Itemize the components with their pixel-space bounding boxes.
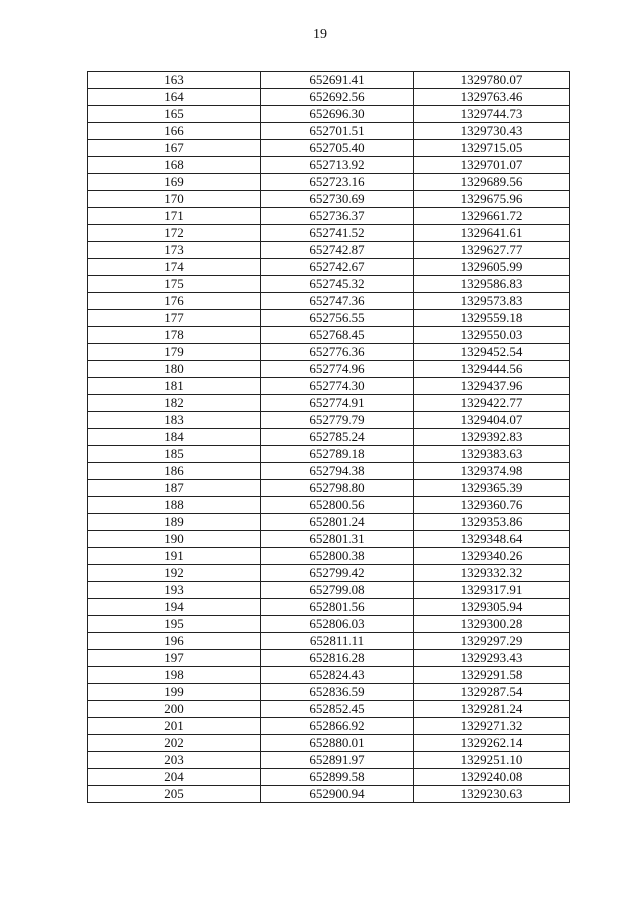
- x-coordinate-cell: 652811.11: [261, 633, 414, 650]
- point-number-cell: 205: [88, 786, 261, 803]
- point-number-cell: 175: [88, 276, 261, 293]
- x-coordinate-cell: 652756.55: [261, 310, 414, 327]
- table-row: [88, 599, 570, 616]
- table-row: [88, 140, 570, 157]
- x-coordinate-cell: 652836.59: [261, 684, 414, 701]
- x-coordinate-cell: 652701.51: [261, 123, 414, 140]
- point-number-cell: 183: [88, 412, 261, 429]
- y-coordinate-cell: 1329297.29: [414, 633, 570, 650]
- point-number-cell: 203: [88, 752, 261, 769]
- point-number-cell: 194: [88, 599, 261, 616]
- y-coordinate-cell: 1329271.32: [414, 718, 570, 735]
- x-coordinate-cell: 652736.37: [261, 208, 414, 225]
- y-coordinate-cell: 1329605.99: [414, 259, 570, 276]
- table-row: [88, 531, 570, 548]
- point-number-cell: 178: [88, 327, 261, 344]
- x-coordinate-cell: 652900.94: [261, 786, 414, 803]
- table-row: [88, 514, 570, 531]
- table-row: [88, 344, 570, 361]
- point-number-cell: 166: [88, 123, 261, 140]
- table-row: [88, 276, 570, 293]
- point-number-cell: 176: [88, 293, 261, 310]
- x-coordinate-cell: 652747.36: [261, 293, 414, 310]
- table-row: [88, 72, 570, 89]
- x-coordinate-cell: 652800.56: [261, 497, 414, 514]
- table-row: [88, 667, 570, 684]
- point-number-cell: 196: [88, 633, 261, 650]
- y-coordinate-cell: 1329573.83: [414, 293, 570, 310]
- x-coordinate-cell: 652789.18: [261, 446, 414, 463]
- x-coordinate-cell: 652774.30: [261, 378, 414, 395]
- point-number-cell: 192: [88, 565, 261, 582]
- y-coordinate-cell: 1329300.28: [414, 616, 570, 633]
- x-coordinate-cell: 652880.01: [261, 735, 414, 752]
- x-coordinate-cell: 652798.80: [261, 480, 414, 497]
- y-coordinate-cell: 1329550.03: [414, 327, 570, 344]
- table-row: [88, 259, 570, 276]
- y-coordinate-cell: 1329340.26: [414, 548, 570, 565]
- point-number-cell: 186: [88, 463, 261, 480]
- y-coordinate-cell: 1329348.64: [414, 531, 570, 548]
- point-number-cell: 185: [88, 446, 261, 463]
- point-number-cell: 187: [88, 480, 261, 497]
- table-row: [88, 429, 570, 446]
- table-row: [88, 174, 570, 191]
- table-row: [88, 582, 570, 599]
- y-coordinate-cell: 1329240.08: [414, 769, 570, 786]
- table-row: [88, 463, 570, 480]
- y-coordinate-cell: 1329360.76: [414, 497, 570, 514]
- y-coordinate-cell: 1329281.24: [414, 701, 570, 718]
- x-coordinate-cell: 652816.28: [261, 650, 414, 667]
- x-coordinate-cell: 652891.97: [261, 752, 414, 769]
- x-coordinate-cell: 652713.92: [261, 157, 414, 174]
- table-row: [88, 633, 570, 650]
- y-coordinate-cell: 1329392.83: [414, 429, 570, 446]
- table-row: [88, 786, 570, 803]
- y-coordinate-cell: 1329230.63: [414, 786, 570, 803]
- x-coordinate-cell: 652801.24: [261, 514, 414, 531]
- table-row: [88, 616, 570, 633]
- x-coordinate-cell: 652806.03: [261, 616, 414, 633]
- x-coordinate-cell: 652801.31: [261, 531, 414, 548]
- y-coordinate-cell: 1329353.86: [414, 514, 570, 531]
- point-number-cell: 172: [88, 225, 261, 242]
- y-coordinate-cell: 1329715.05: [414, 140, 570, 157]
- table-row: [88, 123, 570, 140]
- point-number-cell: 180: [88, 361, 261, 378]
- y-coordinate-cell: 1329730.43: [414, 123, 570, 140]
- y-coordinate-cell: 1329383.63: [414, 446, 570, 463]
- y-coordinate-cell: 1329675.96: [414, 191, 570, 208]
- table-row: [88, 378, 570, 395]
- x-coordinate-cell: 652824.43: [261, 667, 414, 684]
- table-row: [88, 446, 570, 463]
- x-coordinate-cell: 652800.38: [261, 548, 414, 565]
- y-coordinate-cell: 1329437.96: [414, 378, 570, 395]
- table-row: [88, 157, 570, 174]
- x-coordinate-cell: 652866.92: [261, 718, 414, 735]
- x-coordinate-cell: 652852.45: [261, 701, 414, 718]
- table-row: [88, 548, 570, 565]
- y-coordinate-cell: 1329661.72: [414, 208, 570, 225]
- y-coordinate-cell: 1329422.77: [414, 395, 570, 412]
- point-number-cell: 182: [88, 395, 261, 412]
- y-coordinate-cell: 1329744.73: [414, 106, 570, 123]
- point-number-cell: 202: [88, 735, 261, 752]
- point-number-cell: 168: [88, 157, 261, 174]
- y-coordinate-cell: 1329689.56: [414, 174, 570, 191]
- table-row: [88, 293, 570, 310]
- y-coordinate-cell: 1329374.98: [414, 463, 570, 480]
- point-number-cell: 171: [88, 208, 261, 225]
- table-row: [88, 752, 570, 769]
- x-coordinate-cell: 652745.32: [261, 276, 414, 293]
- table-row: [88, 106, 570, 123]
- x-coordinate-cell: 652799.08: [261, 582, 414, 599]
- point-number-cell: 193: [88, 582, 261, 599]
- point-number-cell: 169: [88, 174, 261, 191]
- table-row: [88, 480, 570, 497]
- x-coordinate-cell: 652705.40: [261, 140, 414, 157]
- y-coordinate-cell: 1329780.07: [414, 72, 570, 89]
- table-row: [88, 395, 570, 412]
- table-row: [88, 769, 570, 786]
- x-coordinate-cell: 652779.79: [261, 412, 414, 429]
- x-coordinate-cell: 652768.45: [261, 327, 414, 344]
- x-coordinate-cell: 652692.56: [261, 89, 414, 106]
- table-row: [88, 565, 570, 582]
- point-number-cell: 191: [88, 548, 261, 565]
- point-number-cell: 195: [88, 616, 261, 633]
- point-number-cell: 173: [88, 242, 261, 259]
- point-number-cell: 199: [88, 684, 261, 701]
- point-number-cell: 181: [88, 378, 261, 395]
- x-coordinate-cell: 652774.91: [261, 395, 414, 412]
- y-coordinate-cell: 1329701.07: [414, 157, 570, 174]
- point-number-cell: 167: [88, 140, 261, 157]
- y-coordinate-cell: 1329251.10: [414, 752, 570, 769]
- y-coordinate-cell: 1329317.91: [414, 582, 570, 599]
- y-coordinate-cell: 1329404.07: [414, 412, 570, 429]
- y-coordinate-cell: 1329332.32: [414, 565, 570, 582]
- point-number-cell: 170: [88, 191, 261, 208]
- table-row: [88, 735, 570, 752]
- y-coordinate-cell: 1329444.56: [414, 361, 570, 378]
- point-number-cell: 165: [88, 106, 261, 123]
- coordinates-table: [87, 71, 570, 803]
- x-coordinate-cell: 652776.36: [261, 344, 414, 361]
- point-number-cell: 184: [88, 429, 261, 446]
- y-coordinate-cell: 1329287.54: [414, 684, 570, 701]
- x-coordinate-cell: 652723.16: [261, 174, 414, 191]
- table-row: [88, 650, 570, 667]
- table-row: [88, 191, 570, 208]
- x-coordinate-cell: 652741.52: [261, 225, 414, 242]
- x-coordinate-cell: 652742.67: [261, 259, 414, 276]
- table-row: [88, 225, 570, 242]
- point-number-cell: 177: [88, 310, 261, 327]
- table-row: [88, 701, 570, 718]
- y-coordinate-cell: 1329641.61: [414, 225, 570, 242]
- point-number-cell: 204: [88, 769, 261, 786]
- table-row: [88, 208, 570, 225]
- point-number-cell: 179: [88, 344, 261, 361]
- x-coordinate-cell: 652691.41: [261, 72, 414, 89]
- table-row: [88, 327, 570, 344]
- point-number-cell: 200: [88, 701, 261, 718]
- point-number-cell: 164: [88, 89, 261, 106]
- point-number-cell: 201: [88, 718, 261, 735]
- x-coordinate-cell: 652799.42: [261, 565, 414, 582]
- y-coordinate-cell: 1329305.94: [414, 599, 570, 616]
- x-coordinate-cell: 652899.58: [261, 769, 414, 786]
- table-row: [88, 718, 570, 735]
- y-coordinate-cell: 1329627.77: [414, 242, 570, 259]
- point-number-cell: 163: [88, 72, 261, 89]
- point-number-cell: 189: [88, 514, 261, 531]
- table-row: [88, 310, 570, 327]
- y-coordinate-cell: 1329763.46: [414, 89, 570, 106]
- y-coordinate-cell: 1329365.39: [414, 480, 570, 497]
- x-coordinate-cell: 652794.38: [261, 463, 414, 480]
- table-row: [88, 89, 570, 106]
- point-number-cell: 190: [88, 531, 261, 548]
- table-row: [88, 242, 570, 259]
- table-row: [88, 412, 570, 429]
- x-coordinate-cell: 652742.87: [261, 242, 414, 259]
- x-coordinate-cell: 652774.96: [261, 361, 414, 378]
- x-coordinate-cell: 652785.24: [261, 429, 414, 446]
- y-coordinate-cell: 1329262.14: [414, 735, 570, 752]
- table-row: [88, 684, 570, 701]
- point-number-cell: 197: [88, 650, 261, 667]
- x-coordinate-cell: 652730.69: [261, 191, 414, 208]
- table-row: [88, 497, 570, 514]
- table-row: [88, 361, 570, 378]
- point-number-cell: 198: [88, 667, 261, 684]
- coordinates-table-body: [88, 72, 570, 803]
- point-number-cell: 188: [88, 497, 261, 514]
- x-coordinate-cell: 652801.56: [261, 599, 414, 616]
- page-number: 19: [313, 27, 327, 42]
- y-coordinate-cell: 1329559.18: [414, 310, 570, 327]
- y-coordinate-cell: 1329452.54: [414, 344, 570, 361]
- y-coordinate-cell: 1329293.43: [414, 650, 570, 667]
- x-coordinate-cell: 652696.30: [261, 106, 414, 123]
- point-number-cell: 174: [88, 259, 261, 276]
- y-coordinate-cell: 1329586.83: [414, 276, 570, 293]
- y-coordinate-cell: 1329291.58: [414, 667, 570, 684]
